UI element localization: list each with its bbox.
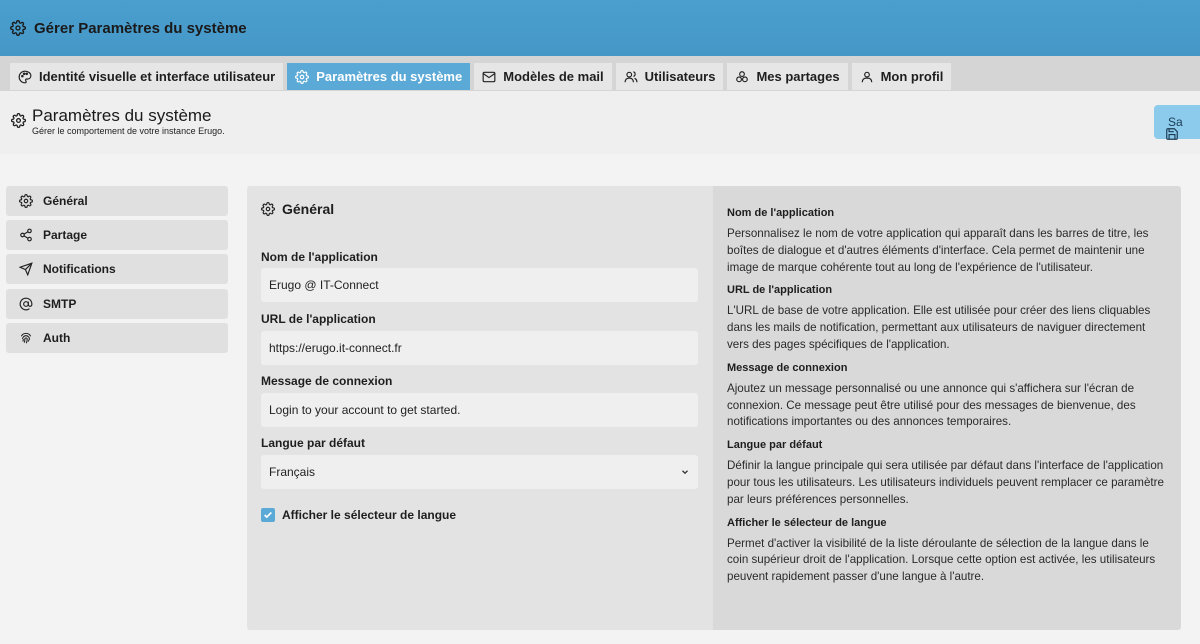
- tab-my-profile[interactable]: [852, 63, 952, 90]
- app-name-label: Nom de l'application: [261, 250, 378, 264]
- user-icon: [860, 70, 874, 84]
- tab-label: Mon profil: [880, 69, 944, 84]
- tab-my-shares[interactable]: [727, 63, 847, 90]
- page-subtitle: Gérer le comportement de votre instance Erugo.: [32, 126, 225, 136]
- sidebar-item-auth[interactable]: [6, 323, 228, 353]
- tab-label: Modèles de mail: [503, 69, 604, 84]
- default-language-value: Français: [269, 465, 316, 479]
- login-message-input[interactable]: [261, 393, 698, 427]
- app-url-label: URL de l'application: [261, 312, 376, 326]
- sidebar-item-label: Général: [43, 194, 88, 208]
- mail-icon: [482, 70, 496, 84]
- help-block: [727, 362, 1167, 431]
- help-block: [727, 207, 1167, 276]
- gear-icon: [261, 202, 275, 216]
- login-message-label: Message de connexion: [261, 374, 393, 388]
- settings-sidebar: [6, 186, 228, 357]
- tab-label: Paramètres du système: [316, 69, 463, 84]
- help-text: Personnalisez le nom de votre application qui apparaît dans les barres de titre, les boîtes de dialogue et d'autres éléments d'interface. Cela permet de maintenir une image de marque cohérente tout au long de l'expérience de l'utilisateur.: [727, 227, 1149, 274]
- gear-icon: [295, 70, 309, 84]
- palette-icon: [18, 70, 32, 84]
- chevron-down-icon: [680, 467, 690, 477]
- page-header: [0, 91, 1200, 154]
- help-block: [727, 517, 1167, 586]
- tab-system-settings[interactable]: [287, 63, 470, 90]
- sidebar-item-label: SMTP: [43, 296, 77, 311]
- app-url-value: https://erugo.it-connect.fr: [269, 341, 402, 355]
- tab-label: Identité visuelle et interface utilisateur: [39, 69, 276, 84]
- language-selector-label: Afficher le sélecteur de langue: [282, 508, 457, 522]
- at-icon: [19, 297, 33, 311]
- app-title: Gérer Paramètres du système: [34, 19, 247, 37]
- help-block: [727, 439, 1167, 508]
- users-icon: [624, 70, 638, 84]
- help-text: Permet d'activer la visibilité de la liste déroulante de sélection de la langue dans le coin supérieur droit de l'application. Lorsque cette option est activée, les utilisateurs peuvent rapidement passer d'une langue à l'autre.: [727, 536, 1156, 584]
- sidebar-item-label: Auth: [43, 330, 71, 345]
- section-title-label: Général: [282, 201, 335, 217]
- gear-icon: [19, 194, 33, 208]
- page-title: Paramètres du système: [32, 106, 212, 125]
- fingerprint-icon: [19, 331, 33, 345]
- language-selector-checkbox[interactable]: [261, 508, 275, 522]
- language-selector-option: [261, 508, 456, 522]
- default-language-select[interactable]: [261, 455, 698, 489]
- sidebar-item-smtp[interactable]: [6, 289, 228, 319]
- save-button-label: Sa: [1168, 115, 1183, 129]
- shares-icon: [735, 70, 749, 84]
- help-block: [727, 284, 1167, 353]
- help-title: Nom de l'application: [727, 207, 835, 219]
- help-text: L'URL de base de votre application. Elle est utilisée pour créer des liens cliquables dans les mails de notification, permettant aux utilisateurs de naviguer directement vers des pages spécifiques de l'application.: [727, 304, 1151, 351]
- sidebar-item-label: Partage: [43, 228, 88, 243]
- help-text: Définir la langue principale qui sera utilisée par défaut dans l'interface de l'application pour tous les utilisateurs. Les utilisateurs individuels peuvent remplacer ce paramètre par leurs préférences personnelles.: [727, 459, 1164, 506]
- help-text: Ajoutez un message personnalisé ou une annonce qui s'affichera sur l'écran de connexion. Ce message peut être utilisé pour des messages de bienvenue, des notifications importantes ou des annonces temporaires.: [727, 381, 1136, 429]
- app-header: [0, 0, 1200, 56]
- general-settings-form: [247, 186, 713, 630]
- help-title: Afficher le sélecteur de langue: [727, 516, 887, 529]
- gear-icon: [10, 20, 26, 36]
- sidebar-item-notifications[interactable]: [6, 254, 228, 284]
- tab-users[interactable]: [616, 63, 724, 90]
- tab-label: Utilisateurs: [644, 69, 716, 84]
- save-button[interactable]: [1154, 105, 1200, 139]
- section-title: [261, 201, 334, 217]
- send-icon: [19, 262, 33, 276]
- gear-icon: [11, 113, 26, 128]
- app-url-input[interactable]: [261, 331, 698, 365]
- share-icon: [19, 228, 33, 242]
- tab-label: Mes partages: [756, 69, 840, 84]
- main-tabs: [0, 56, 1200, 91]
- save-icon: [1165, 127, 1179, 141]
- sidebar-item-general[interactable]: [6, 186, 228, 216]
- help-panel: [713, 186, 1181, 630]
- login-message-value: Login to your account to get started.: [269, 403, 461, 417]
- help-title: Message de connexion: [727, 361, 848, 374]
- sidebar-item-sharing[interactable]: [6, 220, 228, 250]
- app-name-input[interactable]: [261, 268, 698, 302]
- help-title: Langue par défaut: [727, 439, 823, 452]
- sidebar-item-label: Notifications: [43, 262, 116, 277]
- tab-visual-identity[interactable]: [10, 63, 283, 90]
- app-name-value: Erugo @ IT-Connect: [269, 278, 379, 292]
- tab-mail-templates[interactable]: [474, 63, 611, 90]
- help-title: URL de l'application: [727, 284, 833, 297]
- default-language-label: Langue par défaut: [261, 436, 366, 450]
